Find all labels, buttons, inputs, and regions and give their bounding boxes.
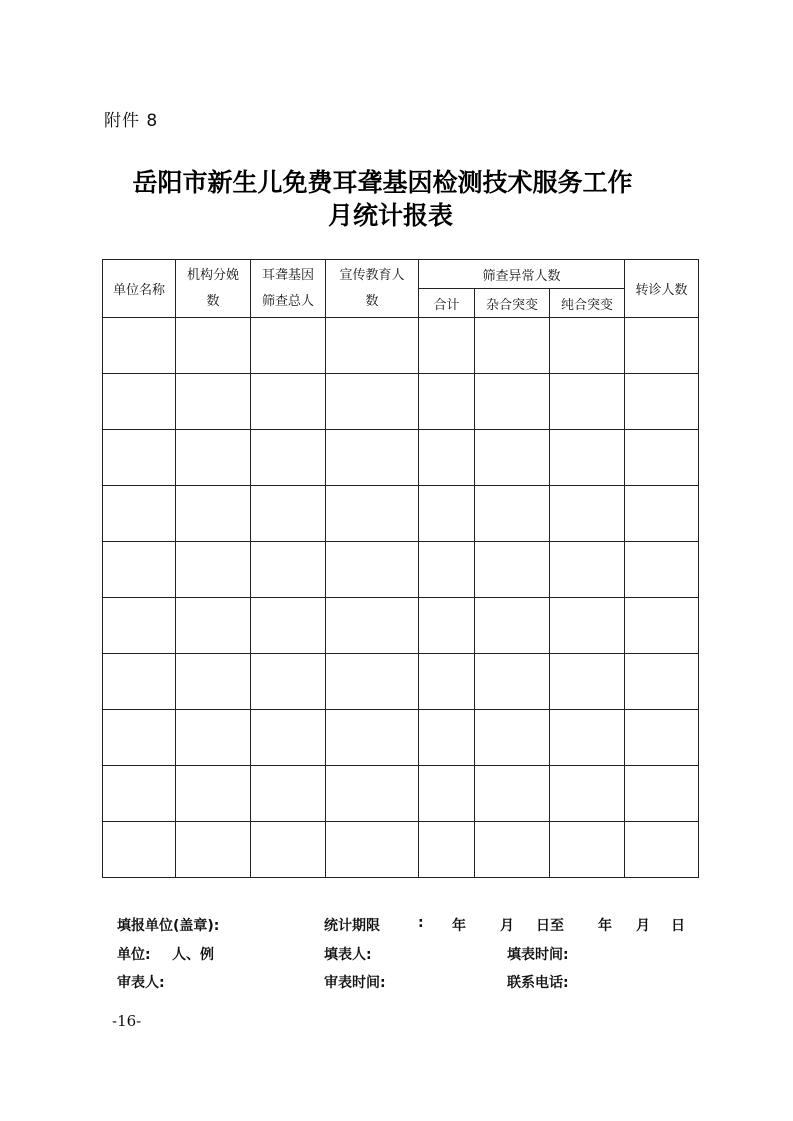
monthly-statistics-table bbox=[102, 259, 699, 878]
page-number: -16- bbox=[112, 1012, 142, 1030]
stat-period-colon: : bbox=[418, 915, 424, 931]
table-cell bbox=[550, 766, 625, 822]
table-row bbox=[103, 654, 699, 710]
period-month2-label: 月 bbox=[636, 918, 650, 934]
period-month-label: 月 bbox=[500, 918, 514, 934]
table-cell bbox=[251, 318, 326, 374]
period-year-label: 年 bbox=[452, 918, 466, 934]
table-cell bbox=[475, 374, 550, 430]
table-cell bbox=[550, 542, 625, 598]
report-title-line-1: 岳阳市新生儿免费耳聋基因检测技术服务工作 bbox=[132, 168, 633, 197]
table-cell bbox=[475, 766, 550, 822]
table-cell bbox=[625, 318, 699, 374]
table-cell bbox=[326, 430, 419, 486]
table-cell bbox=[103, 542, 176, 598]
table-cell bbox=[419, 710, 475, 766]
table-cell bbox=[251, 374, 326, 430]
table-cell bbox=[550, 318, 625, 374]
table-cell bbox=[326, 710, 419, 766]
table-cell bbox=[176, 822, 251, 878]
phone-label: 联系电话: bbox=[507, 975, 569, 991]
table-row bbox=[103, 374, 699, 430]
table-row bbox=[103, 430, 699, 486]
table-cell bbox=[550, 710, 625, 766]
period-day-to-label: 日至 bbox=[536, 918, 564, 934]
filled-by-label: 填表人: bbox=[324, 947, 372, 963]
table-cell bbox=[550, 486, 625, 542]
table-cell bbox=[251, 654, 326, 710]
table-cell bbox=[176, 598, 251, 654]
stat-period-label: 统计期限 bbox=[324, 918, 380, 934]
table-cell bbox=[176, 318, 251, 374]
table-cell bbox=[625, 542, 699, 598]
table-cell bbox=[251, 486, 326, 542]
table-cell bbox=[550, 430, 625, 486]
header-heterozygous: 杂合突变 bbox=[475, 289, 550, 318]
table-cell bbox=[475, 430, 550, 486]
table-cell bbox=[625, 766, 699, 822]
table-cell bbox=[251, 710, 326, 766]
table-cell bbox=[326, 822, 419, 878]
table-cell bbox=[625, 598, 699, 654]
table-cell bbox=[475, 822, 550, 878]
header-abnormal-group: 筛查异常人数 bbox=[419, 260, 625, 289]
table-cell bbox=[326, 486, 419, 542]
header-deliveries: 机构分娩 数 bbox=[176, 260, 251, 318]
table-cell bbox=[419, 318, 475, 374]
table-row bbox=[103, 766, 699, 822]
table-cell bbox=[103, 598, 176, 654]
table-cell bbox=[419, 654, 475, 710]
table-cell bbox=[176, 542, 251, 598]
table-cell bbox=[475, 486, 550, 542]
period-day2-label: 日 bbox=[671, 918, 685, 934]
table-cell bbox=[326, 374, 419, 430]
table-cell bbox=[625, 430, 699, 486]
table-cell bbox=[475, 318, 550, 374]
table-cell bbox=[475, 654, 550, 710]
table-cell bbox=[326, 654, 419, 710]
header-homozygous: 纯合突变 bbox=[550, 289, 625, 318]
header-unit-name: 单位名称 bbox=[103, 260, 176, 318]
fill-time-label: 填表时间: bbox=[507, 947, 569, 963]
unit-label: 单位: bbox=[117, 947, 151, 963]
table-cell bbox=[176, 710, 251, 766]
table-cell bbox=[625, 374, 699, 430]
table-cell bbox=[625, 486, 699, 542]
review-time-label: 审表时间: bbox=[324, 975, 386, 991]
table-cell bbox=[625, 710, 699, 766]
period-year2-label: 年 bbox=[598, 918, 612, 934]
table-cell bbox=[550, 374, 625, 430]
table-body bbox=[103, 318, 699, 878]
table-cell bbox=[176, 486, 251, 542]
table-cell bbox=[251, 822, 326, 878]
table-row bbox=[103, 710, 699, 766]
table-row bbox=[103, 822, 699, 878]
reporting-unit-label: 填报单位(盖章): bbox=[117, 918, 220, 934]
table-cell bbox=[550, 822, 625, 878]
table-cell bbox=[251, 766, 326, 822]
table-cell bbox=[419, 542, 475, 598]
table-cell bbox=[419, 430, 475, 486]
table-cell bbox=[251, 430, 326, 486]
table-cell bbox=[625, 822, 699, 878]
table-cell bbox=[419, 766, 475, 822]
table-cell bbox=[419, 374, 475, 430]
table-cell bbox=[103, 654, 176, 710]
table-cell bbox=[419, 822, 475, 878]
table-cell bbox=[475, 598, 550, 654]
table-cell bbox=[176, 766, 251, 822]
table-cell bbox=[103, 710, 176, 766]
table-cell bbox=[625, 654, 699, 710]
table-cell bbox=[176, 654, 251, 710]
table-cell bbox=[103, 822, 176, 878]
table-row bbox=[103, 542, 699, 598]
header-referrals: 转诊人数 bbox=[625, 260, 699, 318]
header-screening-total: 耳聋基因 筛查总人 bbox=[251, 260, 326, 318]
table-cell bbox=[103, 318, 176, 374]
table-cell bbox=[550, 598, 625, 654]
table-cell bbox=[103, 766, 176, 822]
table-cell bbox=[103, 486, 176, 542]
table-cell bbox=[475, 542, 550, 598]
table-row bbox=[103, 318, 699, 374]
table-cell bbox=[550, 654, 625, 710]
table-cell bbox=[176, 430, 251, 486]
table-cell bbox=[419, 598, 475, 654]
table-cell bbox=[326, 318, 419, 374]
report-title-line-2: 月统计报表 bbox=[327, 201, 453, 230]
table-row bbox=[103, 486, 699, 542]
header-abnormal-total: 合计 bbox=[419, 289, 475, 318]
table-cell bbox=[251, 598, 326, 654]
header-education: 宣传教育人 数 bbox=[326, 260, 419, 318]
reviewer-label: 审表人: bbox=[117, 975, 165, 991]
table-cell bbox=[326, 598, 419, 654]
table-cell bbox=[326, 766, 419, 822]
table-cell bbox=[419, 486, 475, 542]
table-cell bbox=[326, 542, 419, 598]
unit-value: 人、例 bbox=[172, 947, 214, 963]
table-row bbox=[103, 598, 699, 654]
table-header-row-1 bbox=[103, 260, 699, 289]
table-cell bbox=[176, 374, 251, 430]
attachment-label: 附件 8 bbox=[104, 111, 159, 131]
table-cell bbox=[475, 710, 550, 766]
table-cell bbox=[251, 542, 326, 598]
table-cell bbox=[103, 430, 176, 486]
table-cell bbox=[103, 374, 176, 430]
